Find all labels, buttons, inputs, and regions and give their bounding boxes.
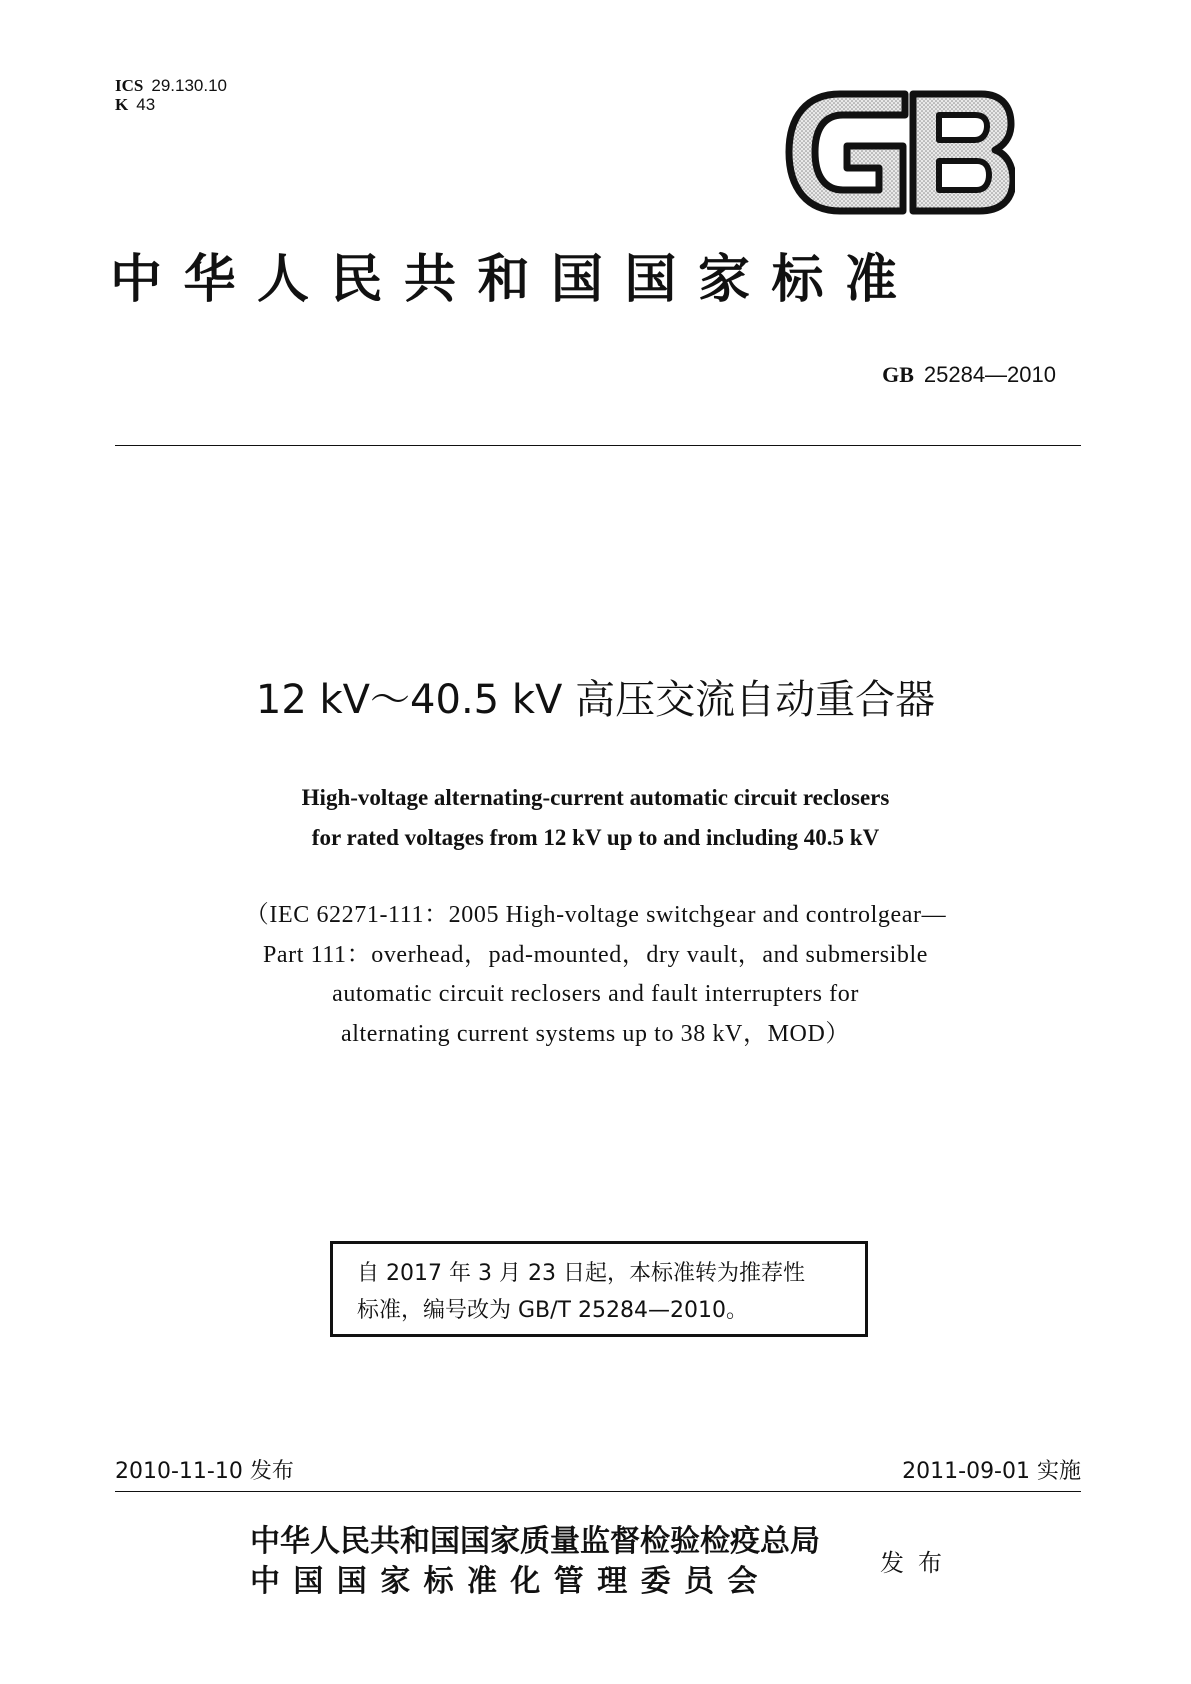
- english-title-line-2: for rated voltages from 12 kV up to and including 40.5 kV: [311, 825, 880, 850]
- implementation-date: 2011-09-01 实施: [902, 1459, 1081, 1484]
- english-title-line-1: High-voltage alternating-current automatic circuit reclosers: [301, 785, 890, 810]
- iec-reference-line-2: Part 111：overhead，pad-mounted，dry vault，and submersible: [262, 941, 929, 968]
- top-divider: [115, 445, 1081, 446]
- status-change-notice: [330, 1241, 868, 1337]
- english-title: [0, 778, 1191, 858]
- ccs-row: [115, 95, 227, 114]
- standard-number-prefix: GB: [882, 362, 914, 387]
- iec-reference-line-4: alternating current systems up to 38 kV，MOD）: [341, 1020, 850, 1047]
- iec-reference-line-1: （IEC 62271-111：2005 High-voltage switchgear and controlgear—: [244, 902, 947, 928]
- standard-number-value: 25284—2010: [923, 362, 1056, 387]
- bottom-divider: [115, 1491, 1081, 1492]
- chinese-title: 12 kV～40.5 kV 高压交流自动重合器: [255, 677, 936, 723]
- classification-codes: [115, 76, 227, 114]
- standard-title: 中华人民共和国国家标准: [110, 250, 919, 310]
- ics-label: ICS: [115, 76, 144, 95]
- ccs-label: K: [115, 95, 129, 114]
- ics-code: 29.130.10: [151, 76, 227, 95]
- issuer-line-1: 中华人民共和国国家质量监督检验检疫总局: [250, 1524, 820, 1559]
- gb-logo-icon: [785, 90, 1015, 215]
- issue-date: 2010-11-10 发布: [115, 1459, 294, 1484]
- notice-line-2: 标准，编号改为 GB/T 25284—2010。: [357, 1298, 748, 1323]
- issuer-action: 发布: [880, 1549, 956, 1577]
- issuer-line-2: 中国国家标准化管理委员会: [250, 1564, 771, 1599]
- issuing-authorities: [250, 1522, 820, 1602]
- iec-reference: [0, 896, 1191, 1054]
- notice-line-1: 自 2017 年 3 月 23 日起，本标准转为推荐性: [357, 1261, 805, 1286]
- iec-reference-line-3: automatic circuit reclosers and fault interrupters for: [332, 981, 859, 1007]
- standard-number: [882, 362, 1056, 388]
- ics-row: [115, 76, 227, 95]
- ccs-code: 43: [136, 95, 156, 114]
